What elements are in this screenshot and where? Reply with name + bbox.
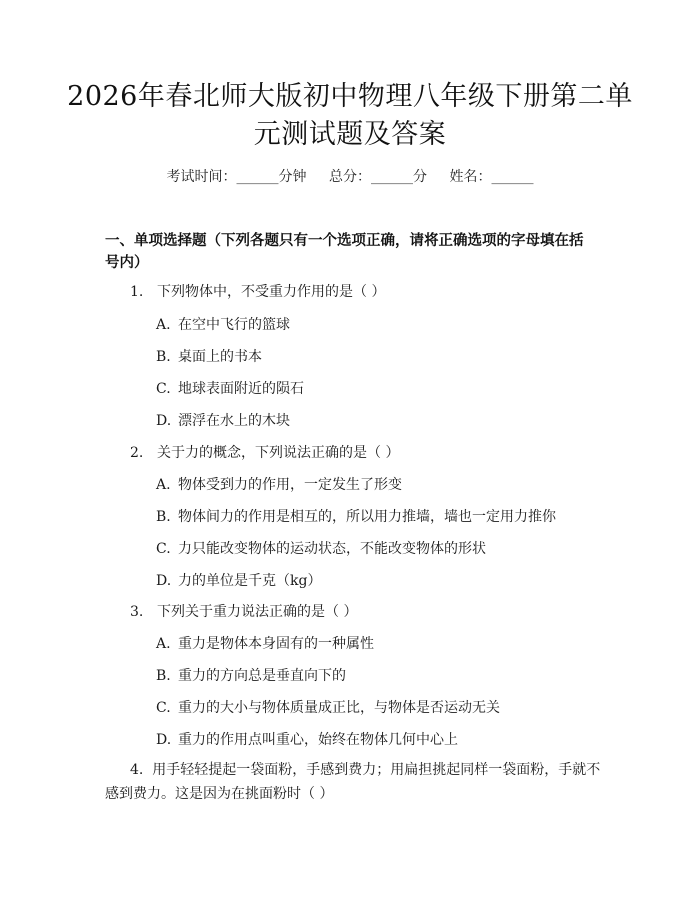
total-score-field: 总分：______分: [329, 169, 427, 185]
question-2: [130, 442, 399, 462]
question-text: 关于力的概念，下列说法正确的是（ ）: [157, 445, 400, 461]
question-4: [105, 758, 601, 806]
question-3: [130, 601, 357, 621]
option-text: 在空中飞行的篮球: [178, 317, 290, 333]
option-text: 重力的作用点叫重心，始终在物体几何中心上: [178, 732, 458, 748]
option-letter: B.: [156, 509, 171, 525]
option-letter: A.: [156, 477, 171, 493]
student-name-field: 姓名：______: [449, 169, 534, 185]
question-number: 3.: [130, 604, 144, 620]
section-header: 一、单项选择题（下列各题只有一个选项正确，请将正确选项的字母填在括号内）: [105, 233, 584, 271]
option-letter: C.: [156, 541, 171, 557]
option-letter: B.: [156, 349, 171, 365]
option-text: 物体间力的作用是相互的，所以用力推墙，墙也一定用力推你: [178, 509, 556, 525]
option-text: 力的单位是千克（kg）: [178, 573, 322, 589]
question-text: 下列物体中，不受重力作用的是（ ）: [157, 284, 386, 300]
option-letter: D.: [156, 573, 172, 589]
option-2d: [156, 570, 321, 590]
question-number: 1.: [130, 284, 144, 300]
option-letter: C.: [156, 381, 171, 397]
option-letter: A.: [156, 317, 171, 333]
option-1c: [156, 378, 304, 398]
option-letter: D.: [156, 413, 172, 429]
question-text: 下列关于重力说法正确的是（ ）: [157, 604, 358, 620]
option-text: 重力的方向总是垂直向下的: [178, 668, 346, 684]
option-2b: [156, 506, 556, 526]
question-number: 2.: [130, 445, 144, 461]
option-letter: D.: [156, 732, 172, 748]
option-text: 重力的大小与物体质量成正比，与物体是否运动无关: [178, 700, 500, 716]
option-3a: [156, 633, 374, 653]
option-text: 物体受到力的作用，一定发生了形变: [178, 477, 402, 493]
option-text: 漂浮在水上的木块: [178, 413, 290, 429]
option-text: 力只能改变物体的运动状态，不能改变物体的形状: [178, 541, 486, 557]
option-3b: [156, 665, 346, 685]
question-1: [130, 281, 385, 301]
option-text: 桌面上的书本: [178, 349, 262, 365]
question-number: 4.: [130, 762, 144, 778]
option-letter: B.: [156, 668, 171, 684]
option-1b: [156, 346, 262, 366]
option-text: 地球表面附近的陨石: [178, 381, 304, 397]
question-text: 用手轻轻提起一袋面粉，手感到费力；用扁担挑起同样一袋面粉，手就不感到费力。这是因为在挑面粉时（ ）: [105, 762, 601, 802]
option-3c: [156, 697, 500, 717]
document-title: 2026年春北师大版初中物理八年级下册第二单元测试题及答案: [67, 81, 633, 150]
option-letter: A.: [156, 636, 171, 652]
option-2a: [156, 474, 402, 494]
option-2c: [156, 538, 486, 558]
exam-info-row: [0, 166, 700, 186]
option-letter: C.: [156, 700, 171, 716]
option-1d: [156, 410, 290, 430]
option-3d: [156, 729, 458, 749]
exam-time-field: 考试时间：______分钟: [166, 169, 307, 185]
option-text: 重力是物体本身固有的一种属性: [178, 636, 374, 652]
option-1a: [156, 314, 290, 334]
